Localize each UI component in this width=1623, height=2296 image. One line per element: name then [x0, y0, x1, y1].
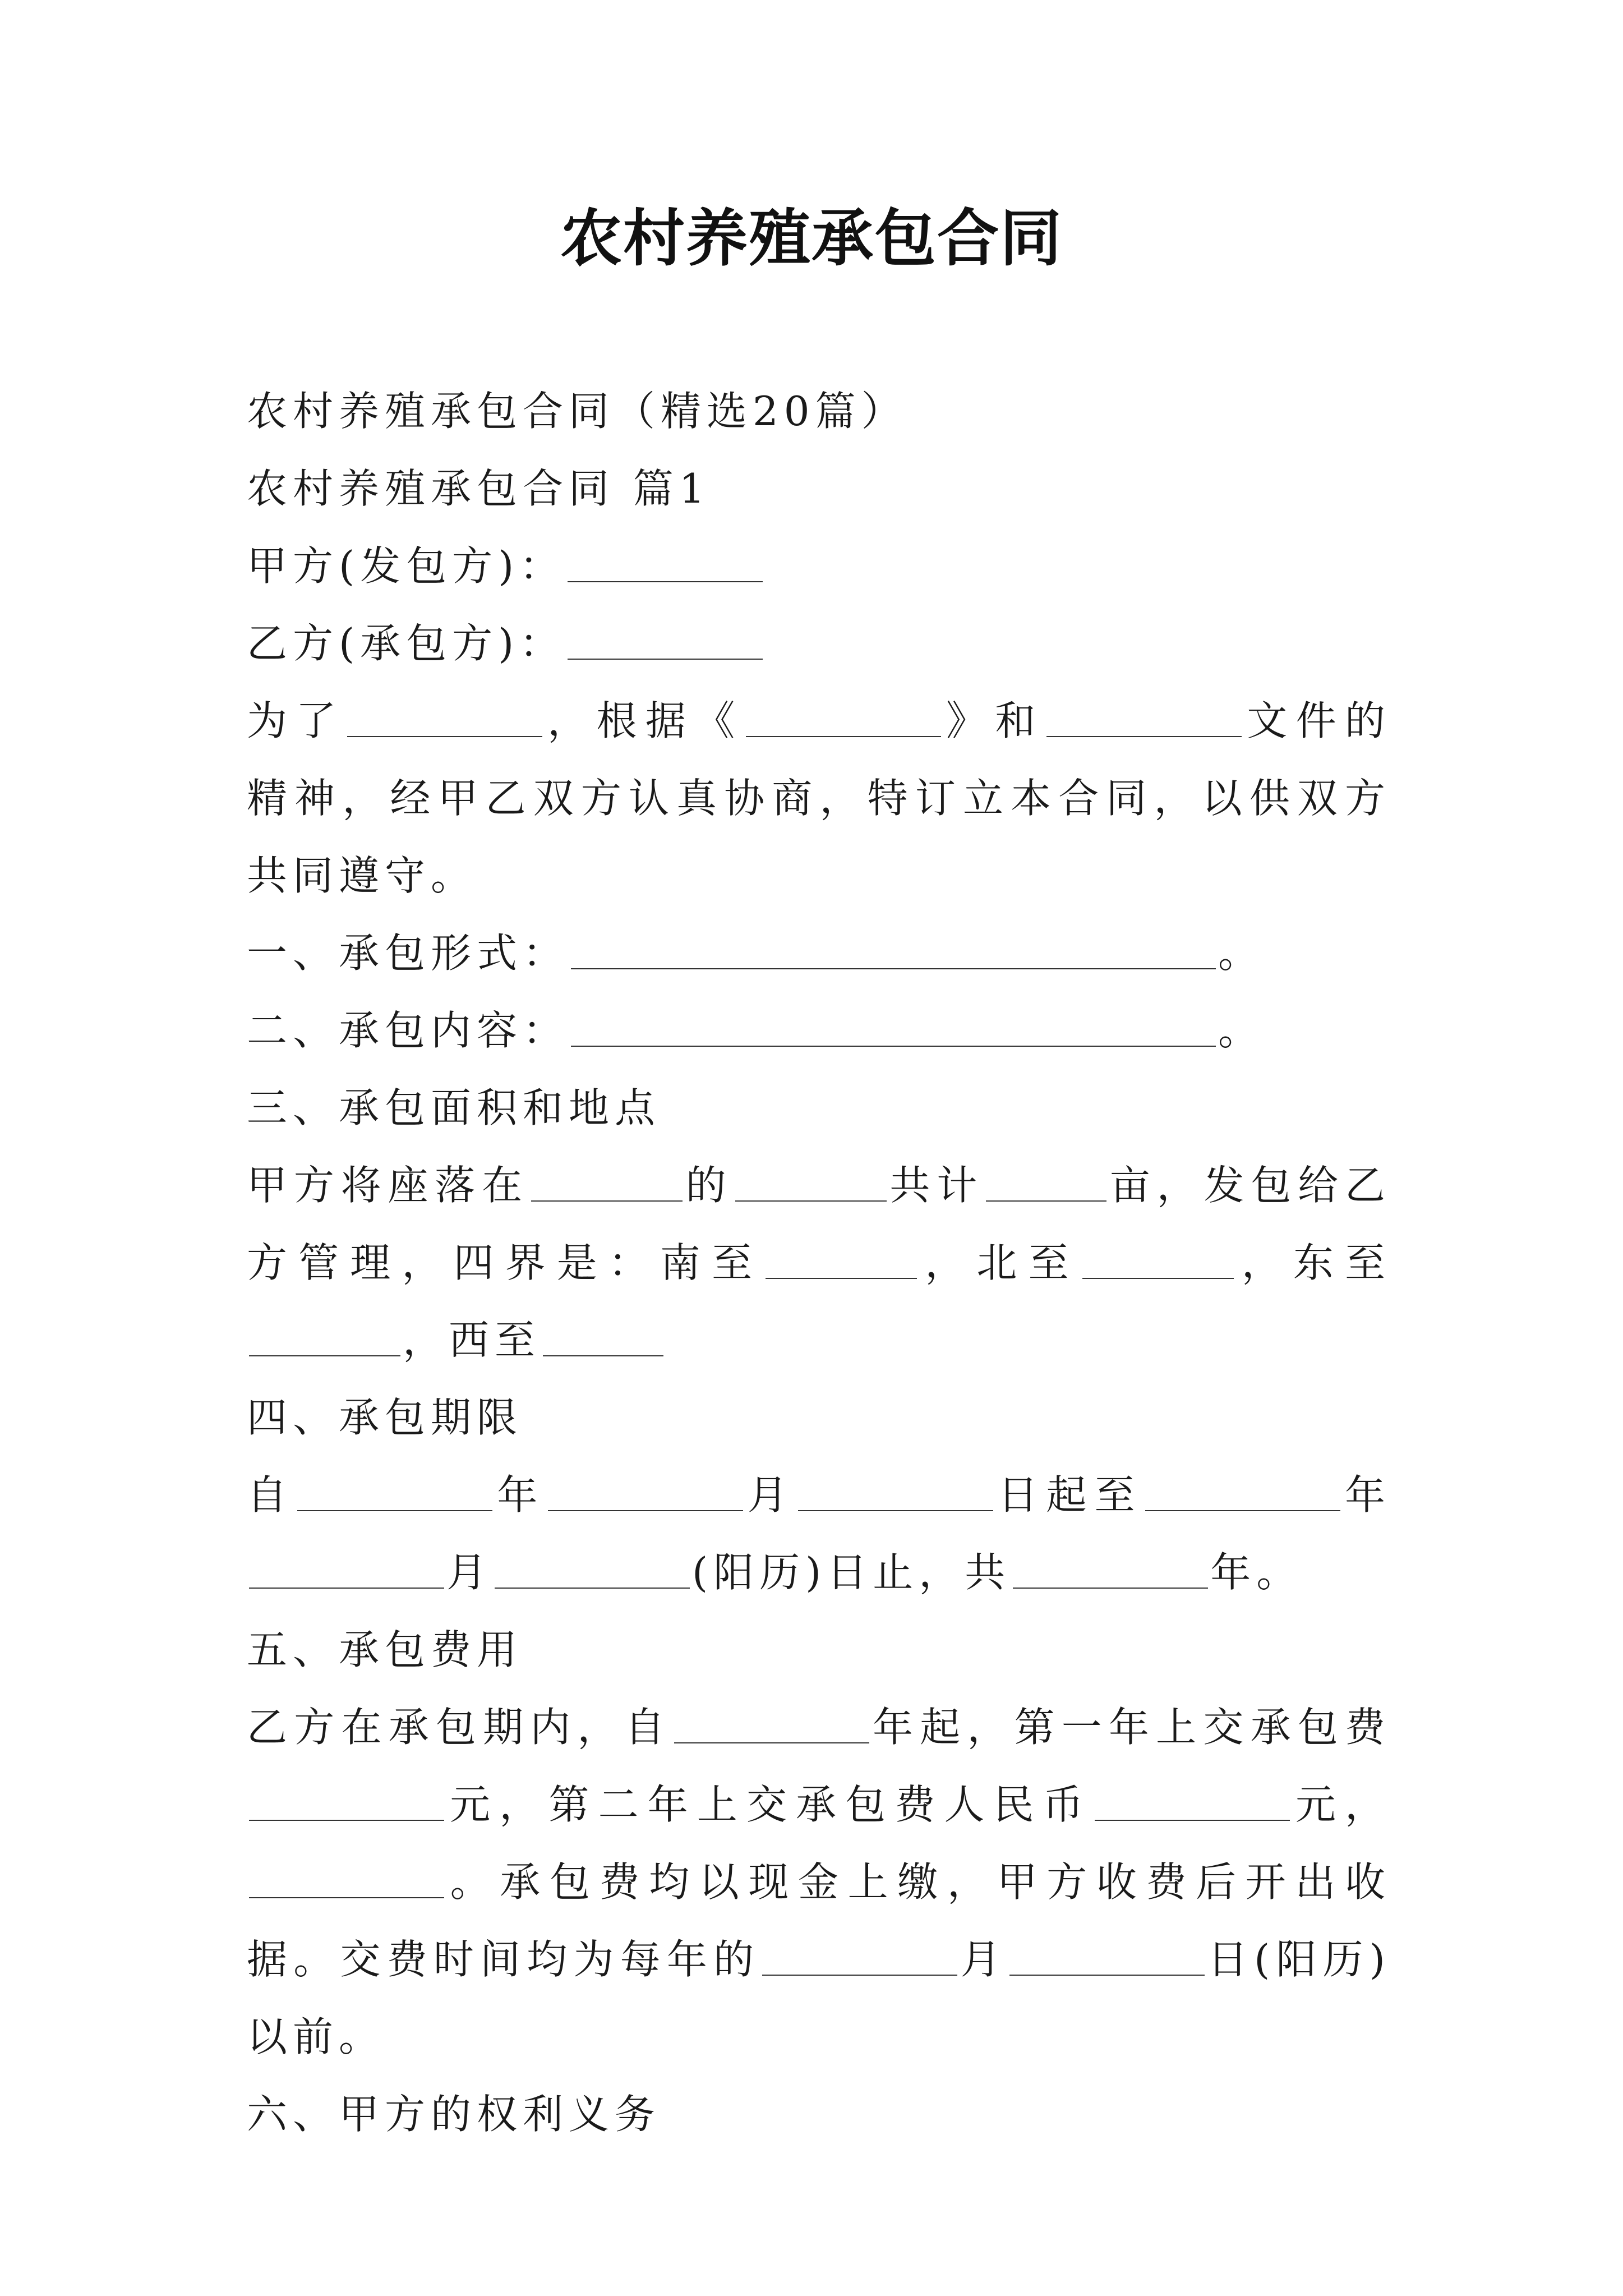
document-subtitle: 农村养殖承包合同（精选20篇）: [247, 388, 907, 435]
s4-text-3: 月: [745, 1471, 796, 1519]
section-4-paragraph: [157, 1456, 1391, 1611]
s4-text-5: 年: [1342, 1471, 1391, 1519]
s4-blank-6: [495, 1548, 690, 1589]
section-3-paragraph: [157, 1147, 1391, 1379]
intro-text-2: ，根据《: [544, 697, 744, 744]
s5-blank-1: [674, 1703, 869, 1743]
s4-blank-3: [798, 1471, 993, 1511]
intro-blank-1: [347, 697, 542, 737]
s3-text-6: ，东至: [1235, 1239, 1391, 1286]
section-6-heading: 六、甲方的权利义务: [247, 2091, 661, 2138]
s3-blank-5: [1082, 1239, 1234, 1279]
intro-text-1: 为了: [247, 697, 345, 744]
s4-text-2: 年: [495, 1471, 546, 1519]
s4-text-7: (阳历)日止，共: [692, 1549, 1011, 1596]
intro-paragraph: [157, 682, 1391, 914]
s3-text-4: 亩，发包给乙方管理，四界是：南至: [247, 1162, 1391, 1286]
section-2-blank: [571, 1006, 1216, 1047]
s4-blank-1: [297, 1471, 492, 1511]
document-body: [247, 372, 1391, 2153]
s3-text-2: 的: [684, 1162, 733, 1209]
section-1-label: 一、承包形式：: [247, 930, 569, 977]
s3-text-3: 共计: [888, 1162, 984, 1209]
party-b-blank: [568, 619, 763, 660]
section-5-paragraph: [157, 1688, 1391, 2076]
section-1-line: [247, 914, 1391, 992]
s4-blank-2: [548, 1471, 743, 1511]
s4-blank-5: [249, 1548, 444, 1589]
s3-blank-1: [531, 1161, 683, 1202]
s3-text-7: ，西至: [403, 1317, 541, 1364]
s3-text-1: 甲方将座落在: [247, 1162, 529, 1209]
s3-blank-2: [735, 1161, 887, 1202]
intro-blank-2: [746, 697, 941, 737]
s5-text-4: 元，: [1292, 1781, 1391, 1828]
section-1-blank: [571, 929, 1216, 969]
s5-text-5: 。承包费均以现金上缴，甲方收费后开出收据。交费时间均为每年的: [247, 1858, 1391, 1983]
party-b-label: 乙方(承包方)：: [247, 620, 566, 667]
s3-text-5: ，北至: [919, 1239, 1080, 1286]
s5-blank-4: [249, 1858, 444, 1898]
section-5-heading: 五、承包费用: [247, 1626, 523, 1673]
s4-blank-7: [1013, 1548, 1208, 1589]
intro-text-3: 》和: [943, 697, 1044, 744]
intro-text-4: 文件的精神，经甲乙双方认真协商，特订立本合同，以供双方共同遵守。: [247, 697, 1391, 899]
s5-blank-5: [762, 1935, 957, 1976]
s5-blank-2: [249, 1780, 444, 1821]
s3-blank-6: [249, 1316, 400, 1356]
section-3-heading: 三、承包面积和地点: [247, 1084, 661, 1131]
s4-text-6: 月: [446, 1549, 493, 1596]
s3-blank-3: [986, 1161, 1106, 1202]
party-a-line: [247, 527, 1391, 605]
section-1-end: 。: [1218, 930, 1265, 977]
s4-text-1: 自: [247, 1471, 296, 1519]
section-2-label: 二、承包内容：: [247, 1007, 569, 1054]
section-4-heading: 四、承包期限: [247, 1394, 523, 1441]
s5-text-3: 元，第二年上交承包费人民币: [446, 1781, 1092, 1828]
party-a-label: 甲方(发包方)：: [247, 542, 566, 590]
document-title: 农村养殖承包合同: [560, 202, 1063, 274]
chapter-heading: 农村养殖承包合同 篇1: [247, 465, 711, 512]
section-2-end: 。: [1218, 1007, 1265, 1054]
s5-text-6: 月: [960, 1936, 1007, 1983]
s5-blank-3: [1095, 1780, 1290, 1821]
party-b-line: [247, 605, 1391, 682]
s4-blank-4: [1145, 1471, 1340, 1511]
s3-blank-4: [766, 1239, 917, 1279]
s5-text-2: 年起，第一年上交承包费: [871, 1704, 1391, 1751]
s3-blank-7: [543, 1316, 663, 1356]
section-2-line: [247, 992, 1391, 1069]
s4-text-4: 日起至: [995, 1471, 1143, 1519]
s4-text-8: 年。: [1210, 1549, 1303, 1596]
s5-text-1: 乙方在承包期内，自: [247, 1704, 672, 1751]
party-a-blank: [568, 542, 763, 582]
s5-blank-6: [1009, 1935, 1205, 1976]
intro-blank-3: [1046, 697, 1242, 737]
s5-text-7: 日(阳历)以前。: [247, 1936, 1391, 2060]
